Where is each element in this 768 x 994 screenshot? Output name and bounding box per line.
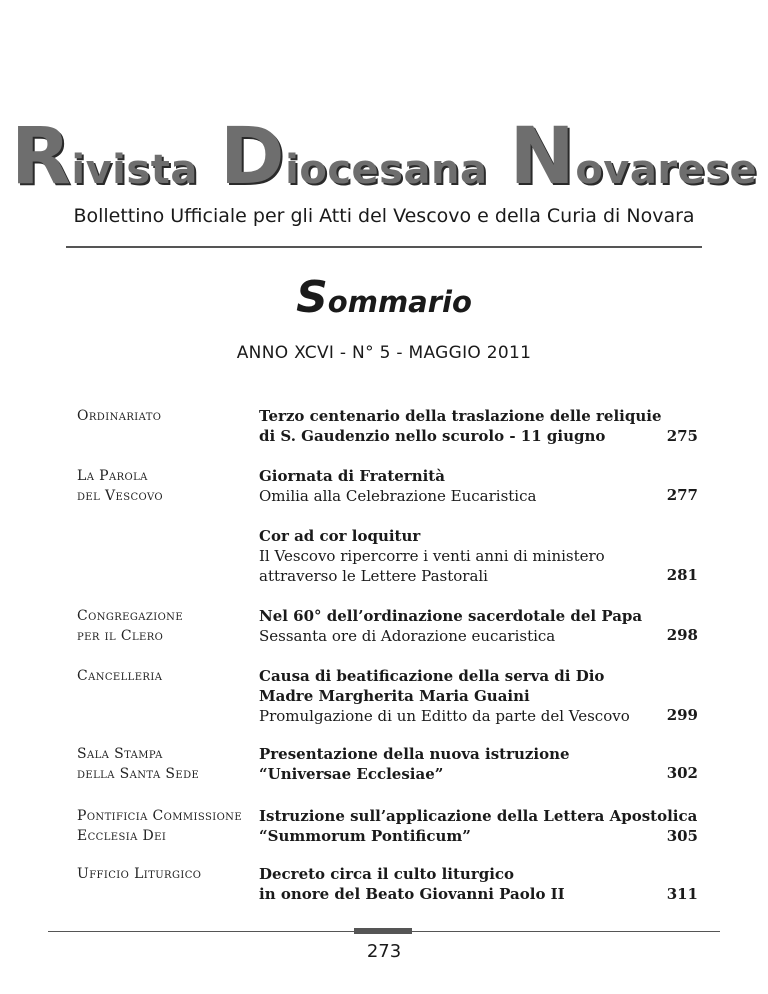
toc-text bbox=[259, 744, 669, 784]
toc-title-line: di S. Gaudenzio nello scurolo - 11 giugno bbox=[259, 427, 606, 445]
toc-section bbox=[77, 606, 257, 646]
toc-section bbox=[77, 744, 257, 784]
toc-title-line: Terzo centenario della traslazione delle reliquie bbox=[259, 407, 662, 425]
toc-section-line: Ufficio Liturgico bbox=[77, 866, 202, 882]
toc-section bbox=[77, 666, 257, 686]
toc-title-line: Cor ad cor loquitur bbox=[259, 527, 421, 545]
toc-subtitle-line: Sessanta ore di Adorazione eucaristica bbox=[259, 627, 556, 645]
title-word-rivista: ivista bbox=[71, 147, 198, 193]
title-word-diocesana: iocesana bbox=[285, 147, 488, 193]
toc-page-number: 299 bbox=[666, 706, 698, 724]
toc-title-line: Decreto circa il culto liturgico bbox=[259, 865, 515, 883]
toc-section-line: del Vescovo bbox=[77, 488, 163, 504]
header-divider bbox=[66, 246, 702, 248]
journal-subtitle: Bollettino Ufficiale per gli Atti del Vescovo e della Curia di Novara bbox=[73, 205, 695, 227]
issue-info: ANNO XCVI - N° 5 - MAGGIO 2011 bbox=[236, 343, 532, 363]
toc-text bbox=[259, 406, 669, 446]
toc-title-line: Presentazione della nuova istruzione bbox=[259, 745, 570, 763]
toc-title-line: “Universae Ecclesiae” bbox=[259, 765, 444, 783]
toc-section-line: Cancelleria bbox=[77, 668, 163, 684]
toc-subtitle-line: Promulgazione di un Editto da parte del Vescovo bbox=[259, 707, 630, 725]
toc-page-number: 281 bbox=[666, 566, 698, 584]
title-initial-r: R bbox=[10, 112, 72, 202]
title-word-novarese: ovarese bbox=[575, 147, 758, 193]
toc-title-line: Madre Margherita Maria Guaini bbox=[259, 687, 530, 705]
toc-title-line: Nel 60° dell’ordinazione sacerdotale del Papa bbox=[259, 607, 643, 625]
toc-section-line: Ecclesia Dei bbox=[77, 828, 167, 844]
toc-text bbox=[259, 526, 669, 586]
toc-section-line: Pontificia Commissione bbox=[77, 808, 243, 824]
journal-title bbox=[0, 112, 768, 202]
toc-text bbox=[259, 466, 669, 506]
title-initial-n: N bbox=[509, 112, 576, 202]
contents-heading-rest: ommario bbox=[327, 285, 472, 319]
contents-heading bbox=[0, 272, 768, 323]
toc-subtitle-line: Il Vescovo ripercorre i venti anni di ministero bbox=[259, 547, 605, 565]
toc-text bbox=[259, 666, 669, 726]
toc-section-line: Congregazione bbox=[77, 608, 184, 624]
toc-subtitle-line: Omilia alla Celebrazione Eucaristica bbox=[259, 487, 537, 505]
toc-page-number: 298 bbox=[666, 626, 698, 644]
toc-page-number: 311 bbox=[666, 885, 698, 903]
toc-page-number: 277 bbox=[666, 486, 698, 504]
toc-text bbox=[259, 606, 669, 646]
page-number: 273 bbox=[366, 941, 402, 962]
toc-section-line: La Parola bbox=[77, 468, 148, 484]
contents-heading-initial: S bbox=[296, 272, 328, 323]
toc-subtitle-line: attraverso le Lettere Pastorali bbox=[259, 567, 488, 585]
toc-title-line: Istruzione sull’applicazione della Lettera Apostolica bbox=[259, 807, 698, 825]
toc-page-number: 302 bbox=[666, 764, 698, 782]
toc-section bbox=[77, 406, 257, 426]
toc-text bbox=[259, 864, 669, 904]
toc-title-line: in onore del Beato Giovanni Paolo II bbox=[259, 885, 565, 903]
toc-title-line: Giornata di Fraternità bbox=[259, 467, 445, 485]
toc-section-line: per il Clero bbox=[77, 628, 164, 644]
toc-section-line: della Santa Sede bbox=[77, 766, 200, 782]
toc-section-line: Ordinariato bbox=[77, 408, 162, 424]
toc-title-line: “Summorum Pontificum” bbox=[259, 827, 471, 845]
footer-page-tab bbox=[354, 928, 412, 934]
toc-page-number: 305 bbox=[666, 827, 698, 845]
toc-section bbox=[77, 864, 257, 884]
toc-title-line: Causa di beatificazione della serva di Dio bbox=[259, 667, 605, 685]
title-initial-d: D bbox=[219, 112, 286, 202]
toc-section-line: Sala Stampa bbox=[77, 746, 163, 762]
toc-section bbox=[77, 466, 257, 506]
toc-page-number: 275 bbox=[666, 427, 698, 445]
toc-section bbox=[77, 806, 257, 846]
